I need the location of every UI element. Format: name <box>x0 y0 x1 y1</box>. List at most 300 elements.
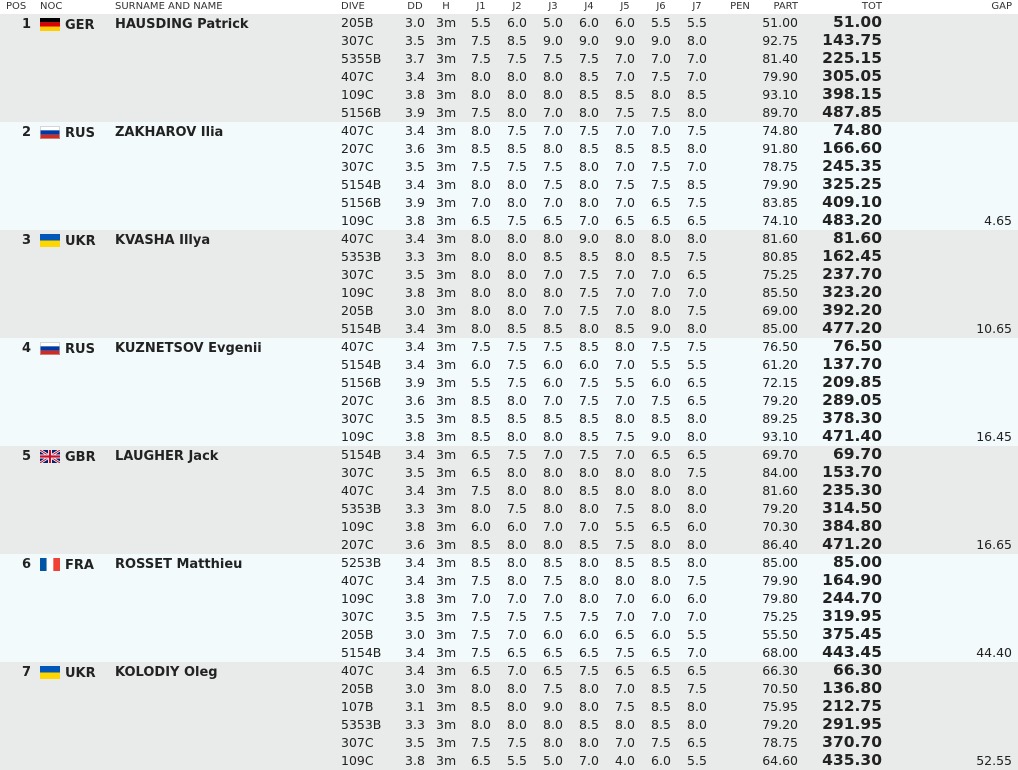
col-noc-header: NOC <box>40 1 63 12</box>
gap-value: 4.65 <box>984 213 1012 228</box>
judge-2-score: 8.0 <box>507 429 527 444</box>
gap-value: 16.45 <box>976 429 1012 444</box>
part-cell: 70.30 <box>762 519 798 534</box>
judge-1-score: 7.5 <box>471 735 491 750</box>
judge-7-score: 7.5 <box>687 303 707 318</box>
h-cell: 3m <box>436 15 457 30</box>
dive-cell: 407C <box>341 483 374 498</box>
judge-6-score: 8.0 <box>651 501 671 516</box>
judge-5-score: 7.0 <box>615 591 635 606</box>
judge-6-score: 7.5 <box>651 159 671 174</box>
judge-7-score: 6.5 <box>687 393 707 408</box>
dd-cell: 3.5 <box>405 609 425 624</box>
tot-cell: 166.60 <box>822 139 882 157</box>
tot-cell: 51.00 <box>832 13 882 31</box>
judge-3-score: 6.0 <box>543 627 563 642</box>
dive-row <box>0 356 1018 374</box>
judge-2-score: 6.5 <box>507 645 527 660</box>
judge-3-score: 8.0 <box>543 537 563 552</box>
part-cell: 79.90 <box>762 177 798 192</box>
judge-1-score: 7.5 <box>471 573 491 588</box>
part-cell: 69.00 <box>762 303 798 318</box>
dd-cell: 3.4 <box>405 573 425 588</box>
judge-1-score: 8.0 <box>471 87 491 102</box>
part-cell: 64.60 <box>762 753 798 768</box>
judge-3-score: 6.5 <box>543 645 563 660</box>
dive-cell: 407C <box>341 231 374 246</box>
judge-5-score: 7.5 <box>615 645 635 660</box>
dive-row <box>0 32 1018 50</box>
judge-6-score: 8.0 <box>651 231 671 246</box>
judge-7-score: 7.0 <box>687 645 707 660</box>
judge-3-score: 6.5 <box>543 213 563 228</box>
judge-4-score: 7.5 <box>579 393 599 408</box>
judge-1-score: 8.0 <box>471 123 491 138</box>
judge-6-score: 7.5 <box>651 69 671 84</box>
dive-cell: 307C <box>341 735 374 750</box>
tot-cell: 209.85 <box>822 373 882 391</box>
judge-6-score: 7.0 <box>651 267 671 282</box>
position: 3 <box>21 233 31 248</box>
dive-row <box>0 176 1018 194</box>
judge-4-score: 8.0 <box>579 105 599 120</box>
athlete-name: ROSSET Matthieu <box>115 557 243 572</box>
h-cell: 3m <box>436 573 457 588</box>
h-cell: 3m <box>436 393 457 408</box>
judge-5-score: 7.0 <box>615 267 635 282</box>
dive-row <box>0 698 1018 716</box>
judge-4-score: 7.5 <box>579 609 599 624</box>
gap-value: 44.40 <box>976 645 1012 660</box>
judge-2-score: 7.5 <box>507 159 527 174</box>
tot-cell: 225.15 <box>822 49 882 67</box>
judge-4-score: 6.5 <box>579 645 599 660</box>
tot-cell: 477.20 <box>822 319 882 337</box>
judge-3-score: 5.0 <box>543 753 563 768</box>
judge-4-score: 7.5 <box>579 267 599 282</box>
col-dd-header: DD <box>407 1 423 12</box>
judge-7-score: 8.0 <box>687 231 707 246</box>
judge-2-score: 8.0 <box>507 465 527 480</box>
dive-cell: 5154B <box>341 447 382 462</box>
dd-cell: 3.0 <box>405 15 425 30</box>
judge-4-score: 8.5 <box>579 429 599 444</box>
dive-row <box>0 50 1018 68</box>
judge-1-score: 8.5 <box>471 537 491 552</box>
h-cell: 3m <box>436 339 457 354</box>
tot-cell: 164.90 <box>822 571 882 589</box>
dive-cell: 307C <box>341 411 374 426</box>
table-header <box>0 0 1018 14</box>
dive-cell: 5353B <box>341 717 382 732</box>
athlete-block <box>0 230 1018 338</box>
judge-4-score: 7.0 <box>579 519 599 534</box>
judge-1-score: 8.0 <box>471 69 491 84</box>
part-cell: 69.70 <box>762 447 798 462</box>
dive-row <box>0 122 1018 140</box>
judge-7-score: 6.5 <box>687 213 707 228</box>
tot-cell: 483.20 <box>822 211 882 229</box>
h-cell: 3m <box>436 645 457 660</box>
part-cell: 75.95 <box>762 699 798 714</box>
judge-6-score: 7.5 <box>651 735 671 750</box>
h-cell: 3m <box>436 483 457 498</box>
dd-cell: 3.0 <box>405 303 425 318</box>
h-cell: 3m <box>436 285 457 300</box>
judge-5-score: 6.5 <box>615 663 635 678</box>
dd-cell: 3.9 <box>405 105 425 120</box>
judge-3-score: 9.0 <box>543 33 563 48</box>
judge-7-score: 7.5 <box>687 465 707 480</box>
judge-3-score: 8.0 <box>543 69 563 84</box>
judge-1-score: 8.5 <box>471 393 491 408</box>
judge-7-score: 7.5 <box>687 681 707 696</box>
athlete-name: LAUGHER Jack <box>115 449 219 464</box>
dive-cell: 205B <box>341 15 374 30</box>
athlete-block <box>0 14 1018 122</box>
dive-row <box>0 320 1018 338</box>
dive-cell: 5353B <box>341 249 382 264</box>
judge-5-score: 7.5 <box>615 699 635 714</box>
judge-3-score: 8.0 <box>543 465 563 480</box>
judge-7-score: 7.5 <box>687 249 707 264</box>
tot-cell: 244.70 <box>822 589 882 607</box>
judge-2-score: 8.0 <box>507 699 527 714</box>
judge-1-score: 7.5 <box>471 645 491 660</box>
judge-7-score: 5.5 <box>687 357 707 372</box>
judge-5-score: 7.5 <box>615 537 635 552</box>
judge-1-score: 8.0 <box>471 249 491 264</box>
dive-row <box>0 86 1018 104</box>
judge-5-score: 5.5 <box>615 519 635 534</box>
judge-4-score: 7.5 <box>579 51 599 66</box>
judge-5-score: 6.0 <box>615 15 635 30</box>
h-cell: 3m <box>436 51 457 66</box>
judge-7-score: 8.0 <box>687 141 707 156</box>
judge-6-score: 8.0 <box>651 465 671 480</box>
judge-3-score: 7.0 <box>543 591 563 606</box>
judge-1-score: 8.5 <box>471 141 491 156</box>
judge-1-score: 8.5 <box>471 555 491 570</box>
col-j7-header: J7 <box>692 1 702 12</box>
judge-7-score: 7.0 <box>687 285 707 300</box>
dive-row <box>0 644 1018 662</box>
dive-cell: 109C <box>341 429 374 444</box>
part-cell: 81.60 <box>762 231 798 246</box>
part-cell: 81.60 <box>762 483 798 498</box>
judge-3-score: 7.0 <box>543 123 563 138</box>
judge-7-score: 8.0 <box>687 501 707 516</box>
judge-1-score: 6.5 <box>471 447 491 462</box>
judge-5-score: 7.5 <box>615 501 635 516</box>
part-cell: 79.20 <box>762 501 798 516</box>
part-cell: 61.20 <box>762 357 798 372</box>
dive-cell: 307C <box>341 465 374 480</box>
dive-cell: 207C <box>341 141 374 156</box>
dive-cell: 5355B <box>341 51 382 66</box>
judge-2-score: 6.0 <box>507 15 527 30</box>
dive-cell: 109C <box>341 591 374 606</box>
judge-5-score: 8.5 <box>615 321 635 336</box>
h-cell: 3m <box>436 411 457 426</box>
part-cell: 91.80 <box>762 141 798 156</box>
col-tot-header: TOT <box>861 1 882 12</box>
judge-1-score: 8.0 <box>471 681 491 696</box>
judge-6-score: 6.0 <box>651 591 671 606</box>
judge-3-score: 8.5 <box>543 411 563 426</box>
tot-cell: 74.80 <box>832 121 882 139</box>
judge-4-score: 7.0 <box>579 753 599 768</box>
dive-cell: 109C <box>341 213 374 228</box>
judge-7-score: 7.0 <box>687 609 707 624</box>
judge-1-score: 8.5 <box>471 699 491 714</box>
tot-cell: 375.45 <box>822 625 882 643</box>
judge-6-score: 9.0 <box>651 321 671 336</box>
tot-cell: 212.75 <box>822 697 882 715</box>
judge-6-score: 8.0 <box>651 303 671 318</box>
col-j2-header: J2 <box>512 1 522 12</box>
athlete-block <box>0 662 1018 770</box>
judge-7-score: 8.0 <box>687 699 707 714</box>
judge-1-score: 8.0 <box>471 321 491 336</box>
h-cell: 3m <box>436 105 457 120</box>
judge-6-score: 8.5 <box>651 699 671 714</box>
judge-5-score: 7.0 <box>615 159 635 174</box>
judge-6-score: 6.0 <box>651 375 671 390</box>
dd-cell: 3.3 <box>405 249 425 264</box>
judge-7-score: 8.0 <box>687 555 707 570</box>
part-cell: 75.25 <box>762 609 798 624</box>
judge-2-score: 8.5 <box>507 141 527 156</box>
h-cell: 3m <box>436 249 457 264</box>
judge-7-score: 6.0 <box>687 591 707 606</box>
judge-2-score: 7.5 <box>507 51 527 66</box>
dive-row <box>0 392 1018 410</box>
part-cell: 66.30 <box>762 663 798 678</box>
judge-4-score: 8.0 <box>579 195 599 210</box>
judge-5-score: 7.5 <box>615 105 635 120</box>
judge-5-score: 7.0 <box>615 123 635 138</box>
part-cell: 89.25 <box>762 411 798 426</box>
judge-1-score: 6.5 <box>471 753 491 768</box>
judge-2-score: 8.5 <box>507 411 527 426</box>
h-cell: 3m <box>436 663 457 678</box>
dive-row <box>0 140 1018 158</box>
part-cell: 70.50 <box>762 681 798 696</box>
dd-cell: 3.3 <box>405 501 425 516</box>
position: 7 <box>21 665 31 680</box>
tot-cell: 153.70 <box>822 463 882 481</box>
part-cell: 83.85 <box>762 195 798 210</box>
tot-cell: 471.20 <box>822 535 882 553</box>
judge-1-score: 8.5 <box>471 411 491 426</box>
h-cell: 3m <box>436 69 457 84</box>
h-cell: 3m <box>436 537 457 552</box>
dive-row <box>0 464 1018 482</box>
judge-4-score: 8.5 <box>579 141 599 156</box>
judge-4-score: 9.0 <box>579 231 599 246</box>
judge-6-score: 8.0 <box>651 573 671 588</box>
judge-4-score: 8.0 <box>579 555 599 570</box>
judge-5-score: 8.0 <box>615 411 635 426</box>
judge-6-score: 6.0 <box>651 627 671 642</box>
col-part-header: PART <box>773 1 798 12</box>
judge-6-score: 7.5 <box>651 393 671 408</box>
judge-1-score: 8.0 <box>471 285 491 300</box>
judge-4-score: 6.0 <box>579 357 599 372</box>
dd-cell: 3.8 <box>405 285 425 300</box>
dive-row <box>0 338 1018 356</box>
h-cell: 3m <box>436 177 457 192</box>
tot-cell: 137.70 <box>822 355 882 373</box>
col-j5-header: J5 <box>620 1 630 12</box>
judge-6-score: 7.5 <box>651 177 671 192</box>
dd-cell: 3.5 <box>405 33 425 48</box>
dive-cell: 5156B <box>341 195 382 210</box>
judge-4-score: 7.5 <box>579 123 599 138</box>
judge-3-score: 8.0 <box>543 429 563 444</box>
h-cell: 3m <box>436 609 457 624</box>
judge-3-score: 7.0 <box>543 195 563 210</box>
judge-1-score: 5.5 <box>471 375 491 390</box>
judge-2-score: 7.5 <box>507 375 527 390</box>
judge-5-score: 8.5 <box>615 87 635 102</box>
dive-cell: 307C <box>341 159 374 174</box>
h-cell: 3m <box>436 429 457 444</box>
dive-row <box>0 248 1018 266</box>
judge-5-score: 4.0 <box>615 753 635 768</box>
athlete-name: KOLODIY Oleg <box>115 665 218 680</box>
judge-6-score: 9.0 <box>651 429 671 444</box>
judge-4-score: 7.5 <box>579 447 599 462</box>
judge-5-score: 7.0 <box>615 357 635 372</box>
tot-cell: 305.05 <box>822 67 882 85</box>
h-cell: 3m <box>436 519 457 534</box>
dive-cell: 109C <box>341 519 374 534</box>
judge-1-score: 7.5 <box>471 51 491 66</box>
dive-row <box>0 662 1018 680</box>
tot-cell: 370.70 <box>822 733 882 751</box>
dive-row <box>0 590 1018 608</box>
judge-6-score: 5.5 <box>651 15 671 30</box>
dive-row <box>0 608 1018 626</box>
tot-cell: 443.45 <box>822 643 882 661</box>
judge-4-score: 8.0 <box>579 321 599 336</box>
athlete-block <box>0 446 1018 554</box>
dive-row <box>0 572 1018 590</box>
dd-cell: 3.0 <box>405 627 425 642</box>
judge-4-score: 8.5 <box>579 339 599 354</box>
judge-2-score: 8.0 <box>507 555 527 570</box>
tot-cell: 319.95 <box>822 607 882 625</box>
dd-cell: 3.4 <box>405 123 425 138</box>
judge-5-score: 7.0 <box>615 51 635 66</box>
h-cell: 3m <box>436 681 457 696</box>
tot-cell: 314.50 <box>822 499 882 517</box>
judge-3-score: 7.0 <box>543 303 563 318</box>
judge-4-score: 8.0 <box>579 591 599 606</box>
h-cell: 3m <box>436 699 457 714</box>
h-cell: 3m <box>436 627 457 642</box>
judge-3-score: 8.0 <box>543 483 563 498</box>
tot-cell: 76.50 <box>832 337 882 355</box>
dive-row <box>0 500 1018 518</box>
judge-3-score: 7.0 <box>543 105 563 120</box>
judge-3-score: 8.0 <box>543 501 563 516</box>
judge-3-score: 7.5 <box>543 339 563 354</box>
h-cell: 3m <box>436 87 457 102</box>
position: 6 <box>21 557 31 572</box>
judge-2-score: 8.0 <box>507 231 527 246</box>
dive-cell: 109C <box>341 285 374 300</box>
dive-row <box>0 518 1018 536</box>
noc-code: RUS <box>65 342 95 357</box>
dive-cell: 407C <box>341 573 374 588</box>
judge-2-score: 8.0 <box>507 393 527 408</box>
dive-cell: 5154B <box>341 177 382 192</box>
col-name-header: SURNAME AND NAME <box>115 1 223 12</box>
dive-row <box>0 626 1018 644</box>
judge-7-score: 8.0 <box>687 105 707 120</box>
dd-cell: 3.4 <box>405 339 425 354</box>
judge-7-score: 8.0 <box>687 411 707 426</box>
dive-cell: 5156B <box>341 375 382 390</box>
dive-row <box>0 428 1018 446</box>
dive-row <box>0 266 1018 284</box>
judge-6-score: 6.0 <box>651 753 671 768</box>
part-cell: 93.10 <box>762 87 798 102</box>
col-j4-header: J4 <box>584 1 594 12</box>
judge-7-score: 8.0 <box>687 33 707 48</box>
judge-5-score: 8.5 <box>615 141 635 156</box>
part-cell: 74.10 <box>762 213 798 228</box>
h-cell: 3m <box>436 303 457 318</box>
noc-code: GER <box>65 18 95 33</box>
judge-3-score: 7.5 <box>543 159 563 174</box>
judge-2-score: 7.0 <box>507 663 527 678</box>
judge-5-score: 8.0 <box>615 231 635 246</box>
dd-cell: 3.6 <box>405 141 425 156</box>
dive-cell: 207C <box>341 537 374 552</box>
dive-cell: 5154B <box>341 357 382 372</box>
judge-7-score: 7.5 <box>687 573 707 588</box>
dive-row <box>0 374 1018 392</box>
dd-cell: 3.8 <box>405 591 425 606</box>
judge-3-score: 6.0 <box>543 375 563 390</box>
judge-4-score: 8.5 <box>579 483 599 498</box>
dive-cell: 5154B <box>341 645 382 660</box>
judge-6-score: 7.0 <box>651 285 671 300</box>
position: 1 <box>21 17 31 32</box>
judge-7-score: 8.0 <box>687 537 707 552</box>
h-cell: 3m <box>436 717 457 732</box>
dd-cell: 3.1 <box>405 699 425 714</box>
judge-1-score: 6.5 <box>471 213 491 228</box>
judge-4-score: 9.0 <box>579 33 599 48</box>
col-dive-header: DIVE <box>341 1 365 12</box>
dd-cell: 3.5 <box>405 735 425 750</box>
judge-3-score: 8.0 <box>543 231 563 246</box>
judge-4-score: 6.0 <box>579 627 599 642</box>
dive-row <box>0 482 1018 500</box>
tot-cell: 235.30 <box>822 481 882 499</box>
gap-value: 10.65 <box>976 321 1012 336</box>
tot-cell: 291.95 <box>822 715 882 733</box>
tot-cell: 409.10 <box>822 193 882 211</box>
judge-2-score: 8.0 <box>507 717 527 732</box>
h-cell: 3m <box>436 123 457 138</box>
judge-7-score: 6.5 <box>687 267 707 282</box>
